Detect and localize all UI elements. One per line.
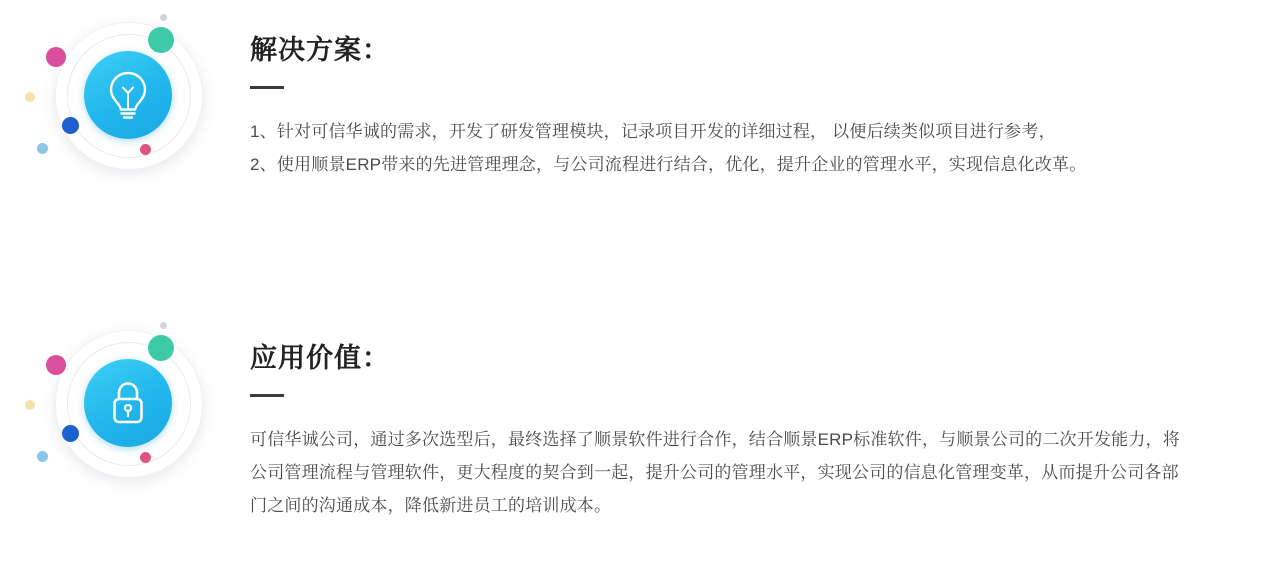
decorative-dot-sky <box>37 143 48 154</box>
decorative-dot-rose <box>140 452 151 463</box>
decorative-dot-teal <box>148 335 174 361</box>
heading-rule <box>250 394 284 397</box>
lightbulb-icon <box>84 51 172 139</box>
paragraph: 1、针对可信华诚的需求，开发了研发管理模块，记录项目开发的详细过程， 以便后续类似项目进行参考， <box>250 122 1056 142</box>
decorative-dot-rose <box>140 144 151 155</box>
decorative-dot-gray <box>160 322 167 329</box>
section-content-solution <box>250 10 1086 181</box>
section-heading: 应用价值： <box>250 343 390 373</box>
lock-icon <box>84 359 172 447</box>
decorative-dot-blue <box>62 117 79 134</box>
decorative-dot-cream <box>25 400 35 410</box>
paragraph: 可信华诚公司，通过多次选型后，最终选择了顺景软件进行合作，结合顺景ERP标准软件，与顺景公司的二次开发能力，将公司管理流程与管理软件，更大程度的契合到一起，提升公司的管理水平，实现公司的信息化管理变革，从而提升公司各部门之间的沟通成本，降低新进员工的培训成本。 <box>250 430 1180 516</box>
decorative-dot-pink <box>46 47 66 67</box>
decorative-dot-sky <box>37 451 48 462</box>
decorative-dot-teal <box>148 27 174 53</box>
heading-rule <box>250 86 284 89</box>
decorative-dot-blue <box>62 425 79 442</box>
paragraph: 2、使用顺景ERP带来的先进管理理念，与公司流程进行结合，优化，提升企业的管理水平，实现信息化改革。 <box>250 155 1087 175</box>
icon-cluster-value <box>0 318 250 498</box>
icon-cluster-solution <box>0 10 250 190</box>
section-solution <box>0 10 1086 190</box>
section-content-value <box>250 318 1185 522</box>
decorative-dot-gray <box>160 14 167 21</box>
section-value <box>0 318 1185 522</box>
section-heading: 解决方案： <box>250 35 390 65</box>
decorative-dot-cream <box>25 92 35 102</box>
decorative-dot-pink <box>46 355 66 375</box>
